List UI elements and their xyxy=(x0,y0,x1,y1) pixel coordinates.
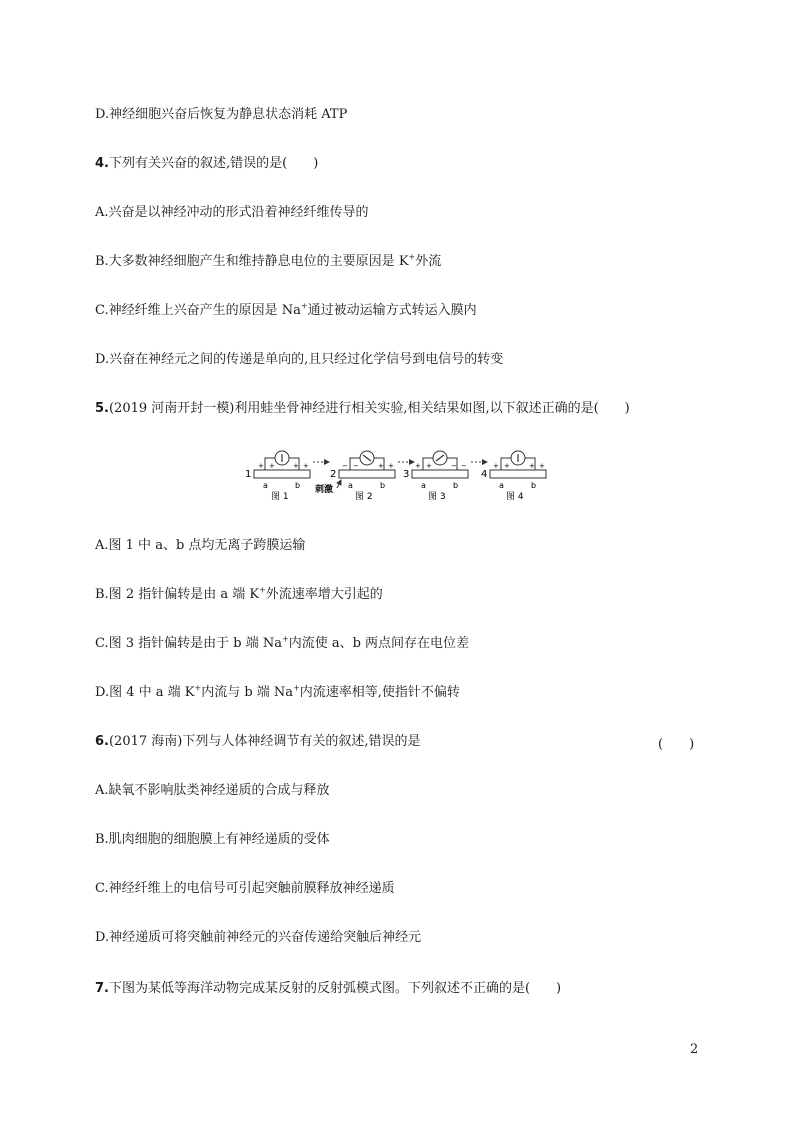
svg-text:+: + xyxy=(493,462,499,470)
nerve-fiber xyxy=(339,470,395,478)
svg-text:−: − xyxy=(461,462,467,470)
figure-panel-4 xyxy=(481,451,546,500)
question-number: 5. xyxy=(95,401,109,416)
point-a-label: a xyxy=(348,481,353,490)
question-number: 7. xyxy=(95,981,109,996)
q5-option-d: D.图 4 中 a 端 K+内流与 b 端 Na+内流速率相等,使指针不偏转 xyxy=(95,683,460,700)
panel-index: 4 xyxy=(481,469,488,480)
svg-text:+: + xyxy=(529,462,535,470)
figure-panel-1 xyxy=(245,451,310,500)
svg-text:+: + xyxy=(388,462,394,470)
answer-blank: ( ) xyxy=(658,737,695,752)
figure-panel-2 xyxy=(315,451,395,500)
question-stem: 下列有关兴奋的叙述,错误的是( ) xyxy=(108,156,319,171)
figure-panel-3 xyxy=(403,451,468,500)
panel-caption: 图 1 xyxy=(271,492,289,500)
point-a-label: a xyxy=(421,481,426,490)
svg-text:+: + xyxy=(303,462,309,470)
question-5 xyxy=(95,400,630,418)
svg-text:+: + xyxy=(258,462,264,470)
question-stem: (2017 海南)下列与人体神经调节有关的叙述,错误的是 xyxy=(108,734,421,749)
q6-option-d: D.神经递质可将突触前神经元的兴奋传递给突触后神经元 xyxy=(95,930,422,945)
panel-index: 1 xyxy=(245,469,252,480)
q5-option-b: B.图 2 指针偏转是由 a 端 K+外流速率增大引起的 xyxy=(95,585,383,602)
superscript-plus: + xyxy=(194,683,202,693)
panel-index: 3 xyxy=(403,469,410,480)
question-6 xyxy=(95,733,420,751)
question-stem: (2019 河南开封一模)利用蛙坐骨神经进行相关实验,相关结果如图,以下叙述正确的是( ) xyxy=(108,401,630,416)
panel-caption: 图 3 xyxy=(428,492,446,500)
svg-text:+: + xyxy=(415,462,421,470)
svg-text:−: − xyxy=(353,462,359,470)
question-number: 6. xyxy=(95,734,109,749)
q4-option-d: D.兴奋在神经元之间的传递是单向的,且只经过化学信号到电信号的转变 xyxy=(95,352,504,367)
q5-option-a: A.图 1 中 a、b 点均无离子跨膜运输 xyxy=(95,538,306,553)
panel-caption: 图 4 xyxy=(506,492,524,500)
q6-option-a: A.缺氧不影响肽类神经递质的合成与释放 xyxy=(95,783,330,798)
svg-text:−: − xyxy=(342,462,348,470)
svg-text:+: + xyxy=(504,462,510,470)
svg-text:+: + xyxy=(426,462,432,470)
q6-option-b: B.肌肉细胞的细胞膜上有神经递质的受体 xyxy=(95,832,330,847)
prev-option-d: D.神经细胞兴奋后恢复为静息状态消耗 ATP xyxy=(95,107,348,122)
superscript-plus: + xyxy=(300,301,308,311)
panel-index: 2 xyxy=(330,469,337,480)
question-number: 4. xyxy=(95,156,109,171)
q4-option-a: A.兴奋是以神经冲动的形式沿着神经纤维传导的 xyxy=(95,205,369,220)
superscript-plus: + xyxy=(408,252,416,262)
nerve-fiber xyxy=(254,470,310,478)
nerve-experiment-figure xyxy=(245,448,555,500)
question-stem: 下图为某低等海洋动物完成某反射的反射弧模式图。下列叙述不正确的是( ) xyxy=(108,981,562,996)
point-b-label: b xyxy=(380,481,386,490)
nerve-fiber xyxy=(490,470,546,478)
nerve-fiber xyxy=(412,470,468,478)
stimulus-label: 刺激 xyxy=(315,485,334,495)
svg-text:+: + xyxy=(293,462,299,470)
page-number: 2 xyxy=(690,1042,699,1057)
q4-option-b: B.大多数神经细胞产生和维持静息电位的主要原因是 K+外流 xyxy=(95,252,442,269)
svg-text:+: + xyxy=(269,462,275,470)
svg-text:+: + xyxy=(539,462,545,470)
point-a-label: a xyxy=(263,481,268,490)
question-7 xyxy=(95,980,561,998)
svg-text:+: + xyxy=(378,462,384,470)
point-b-label: b xyxy=(531,481,537,490)
q6-option-c: C.神经纤维上的电信号可引起突触前膜释放神经递质 xyxy=(95,881,395,896)
question-4 xyxy=(95,155,318,173)
q4-option-c: C.神经纤维上兴奋产生的原因是 Na+通过被动运输方式转运入膜内 xyxy=(95,301,477,318)
point-a-label: a xyxy=(499,481,504,490)
point-b-label: b xyxy=(295,481,301,490)
svg-text:−: − xyxy=(451,462,457,470)
q5-option-c: C.图 3 指针偏转是由于 b 端 Na+内流使 a、b 两点间存在电位差 xyxy=(95,634,470,651)
superscript-plus: + xyxy=(282,634,289,644)
panel-caption: 图 2 xyxy=(355,492,373,500)
superscript-plus: + xyxy=(259,585,266,595)
point-b-label: b xyxy=(453,481,459,490)
superscript-plus: + xyxy=(293,683,300,693)
